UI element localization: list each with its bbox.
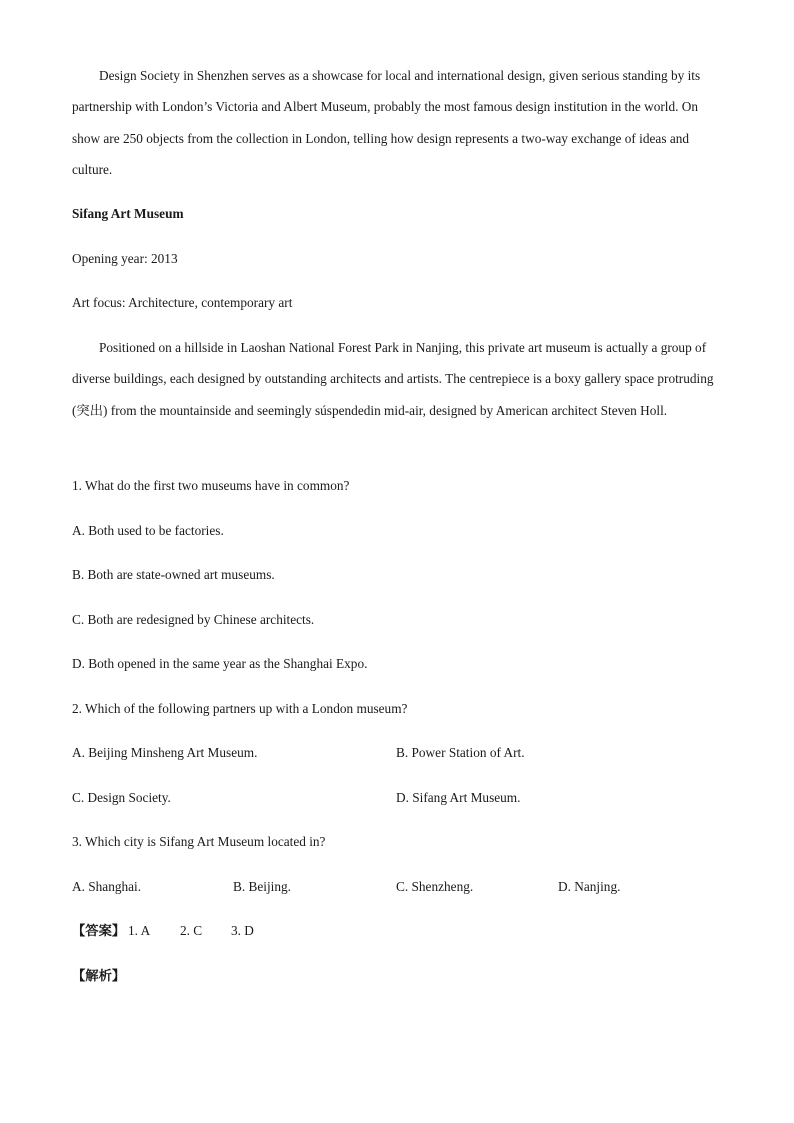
- question-3-stem: 3. Which city is Sifang Art Museum located in?: [72, 834, 326, 849]
- answer-label: 【答案】: [72, 923, 126, 938]
- question-3-option-d: D. Nanjing.: [558, 879, 621, 894]
- answer-item-3: 3. D: [231, 923, 254, 938]
- answer-item-1: 1. A: [128, 923, 151, 938]
- answer-item-2: 2. C: [180, 923, 203, 938]
- question-1-option-d: D. Both opened in the same year as the Shanghai Expo.: [72, 656, 368, 671]
- question-1-stem: 1. What do the first two museums have in common?: [72, 478, 350, 493]
- question-2-option-b: B. Power Station of Art.: [396, 745, 525, 760]
- analysis-label: 【解析】: [72, 968, 126, 983]
- question-2-option-c: C. Design Society.: [72, 790, 171, 805]
- art-focus: Art focus: Architecture, contemporary art: [72, 295, 293, 310]
- question-1-option-b: B. Both are state-owned art museums.: [72, 567, 275, 582]
- question-3-option-a: A. Shanghai.: [72, 879, 142, 894]
- opening-year: Opening year: 2013: [72, 251, 178, 266]
- question-2-option-d: D. Sifang Art Museum.: [396, 790, 521, 805]
- question-3-option-c: C. Shenzheng.: [396, 879, 474, 894]
- question-2-option-a: A. Beijing Minsheng Art Museum.: [72, 745, 258, 760]
- intro-paragraph: Design Society in Shenzhen serves as a showcase for local and international design, given serious standing by its partnership with London’s Victoria and Albert Museum, probably the most famous design institution in the world. On show are 250 objects from the collection in London, telling how design represents a two-way exchange of ideas and culture.: [72, 68, 701, 178]
- question-1-option-c: C. Both are redesigned by Chinese architects.: [72, 612, 315, 627]
- question-3-option-b: B. Beijing.: [233, 879, 291, 894]
- question-2-stem: 2. Which of the following partners up with a London museum?: [72, 701, 408, 716]
- question-1-option-a: A. Both used to be factories.: [72, 523, 224, 538]
- sifang-description: Positioned on a hillside in Laoshan National Forest Park in Nanjing, this private art museum is actually a group of diverse buildings, each designed by outstanding architects and artists. The centrepiece is a boxy gallery space protruding (突出) from the mountainside and seemingly súspendedin mid-air, designed by American architect Steven Holl.: [72, 340, 714, 418]
- section-heading: Sifang Art Museum: [72, 206, 184, 221]
